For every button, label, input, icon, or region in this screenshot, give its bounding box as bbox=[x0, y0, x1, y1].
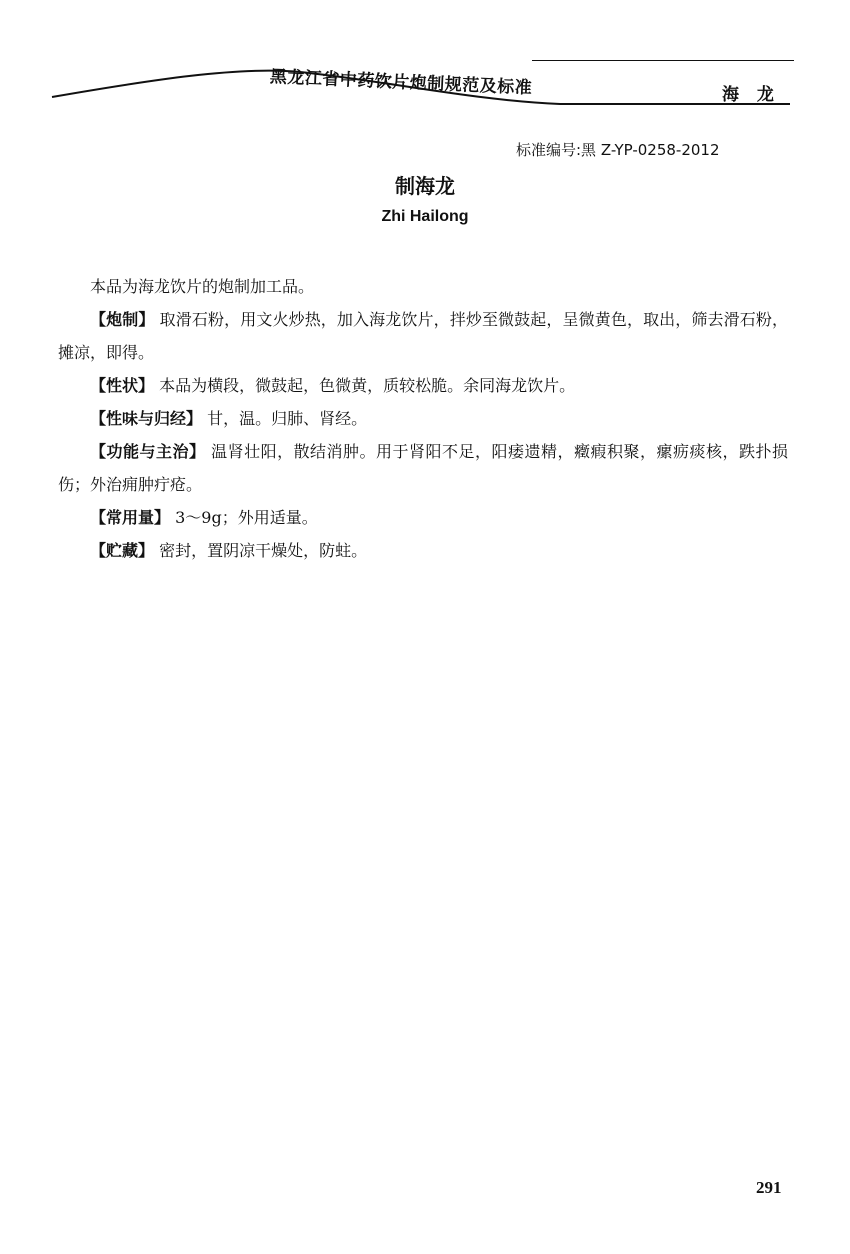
section-text: 本品为横段，微鼓起，色微黄，质较松脆。余同海龙饮片。 bbox=[159, 376, 576, 395]
section-storage bbox=[58, 534, 788, 567]
section-function-indication bbox=[58, 435, 788, 501]
section-text: 温肾壮阳，散结消肿。用于肾阳不足，阳痿遗精，癥瘕积聚，瘰疬痰核，跌扑损伤；外治痈肿疔疮。 bbox=[58, 442, 788, 494]
section-processing bbox=[58, 303, 788, 369]
page-subtitle-pinyin: Zhi Hailong bbox=[381, 208, 469, 225]
section-text: 甘，温。归肺、肾经。 bbox=[207, 409, 368, 428]
section-text: 密封，置阴凉干燥处，防蛀。 bbox=[159, 541, 368, 560]
section-tag: 【炮制】 bbox=[90, 310, 155, 329]
running-header-section: 海 龙 bbox=[722, 85, 780, 105]
section-nature-meridian bbox=[58, 402, 788, 435]
intro-paragraph: 本品为海龙饮片的炮制加工品。 bbox=[90, 277, 315, 296]
section-description bbox=[58, 369, 788, 402]
section-tag: 【功能与主治】 bbox=[90, 442, 206, 461]
running-header-title: 黑龙江省中药饮片炮制规范及标准 bbox=[269, 67, 533, 99]
section-dosage bbox=[58, 501, 788, 534]
section-text: 取滑石粉，用文火炒热，加入海龙饮片，拌炒至微鼓起，呈微黄色，取出，筛去滑石粉，摊凉，即得。 bbox=[58, 310, 788, 362]
page-number: 291 bbox=[756, 1178, 782, 1197]
section-text: 3～9g；外用适量。 bbox=[175, 508, 318, 527]
standard-number: 标准编号:黑 Z-YP-0258-2012 bbox=[516, 141, 720, 159]
section-tag: 【性状】 bbox=[90, 376, 155, 395]
section-tag: 【常用量】 bbox=[90, 508, 171, 527]
monograph-body bbox=[58, 270, 788, 567]
section-tag: 【性味与归经】 bbox=[90, 409, 203, 428]
section-tag: 【贮藏】 bbox=[90, 541, 155, 560]
page-title: 制海龙 bbox=[395, 174, 455, 198]
